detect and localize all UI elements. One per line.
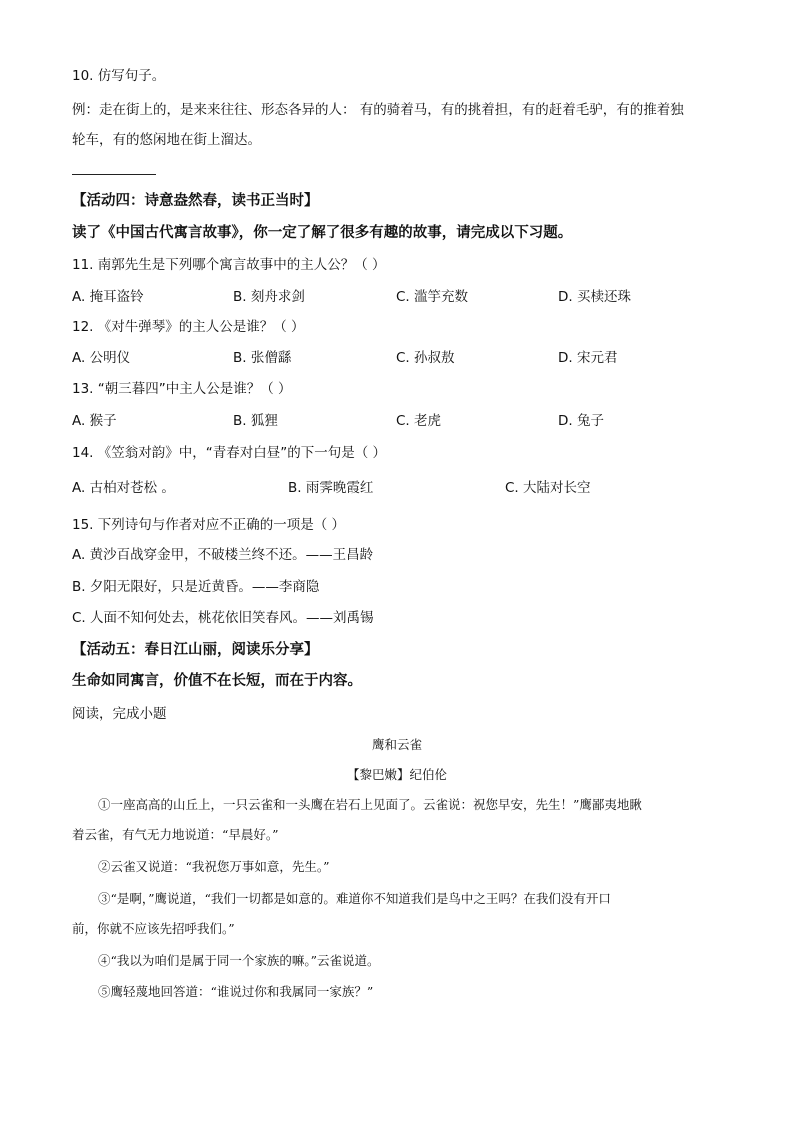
question-14-stem: 14. 《笠翁对韵》中，“青春对白昼”的下一句是（ ）	[72, 445, 387, 461]
question-11-option-c: C. 滥竽充数	[396, 289, 469, 305]
question-12-option-c: C. 孙叔敖	[396, 350, 455, 366]
question-11-option-a: A. 掩耳盗铃	[72, 289, 144, 305]
passage-paragraph-3-line2: 前，你就不应该先招呼我们。”	[72, 921, 235, 936]
activity-4-intro: 读了《中国古代寓言故事》，你一定了解了很多有趣的故事，请完成以下习题。	[72, 225, 573, 241]
question-13-option-a: A. 猴子	[72, 413, 117, 429]
question-14-option-c: C. 大陆对长空	[505, 480, 591, 496]
question-11-option-d: D. 买椟还珠	[558, 289, 631, 305]
activity-4-title: 【活动四：诗意盎然春，读书正当时】	[72, 193, 319, 209]
question-13-option-d: D. 兔子	[558, 413, 604, 429]
question-12-stem: 12. 《对牛弹琴》的主人公是谁？（ ）	[72, 319, 305, 335]
passage-paragraph-3-line1: ③“是啊，”鹰说道，“我们一切都是如意的。难道你不知道我们是鸟中之王吗？在我们没有开口	[98, 891, 611, 906]
question-15-option-b: B. 夕阳无限好，只是近黄昏。——李商隐	[72, 579, 320, 595]
answer-line	[72, 174, 156, 175]
reading-instruction: 阅读，完成小题	[72, 706, 167, 722]
question-13-option-c: C. 老虎	[396, 413, 442, 429]
activity-5-title: 【活动五：春日江山丽，阅读乐分享】	[72, 642, 319, 658]
passage-paragraph-5: ⑤鹰轻蔑地回答道：“谁说过你和我属同一家族？”	[98, 984, 374, 999]
question-11-option-b: B. 刻舟求剑	[233, 289, 305, 305]
passage-paragraph-1-line2: 着云雀，有气无力地说道：“早晨好。”	[72, 827, 279, 842]
question-15-option-c: C. 人面不知何处去，桃花依旧笑春风。——刘禹锡	[72, 610, 374, 626]
passage-title: 鹰和云雀	[371, 737, 422, 752]
question-10-example-line1: 例：走在街上的，是来来往往、形态各异的人： 有的骑着马，有的挑着担，有的赶着毛驴，有的推着独	[72, 102, 684, 118]
passage-paragraph-2: ②云雀又说道：“我祝您万事如意，先生。”	[98, 859, 330, 874]
question-13-stem: 13. “朝三暮四”中主人公是谁？（ ）	[72, 381, 292, 397]
question-11-stem: 11. 南郭先生是下列哪个寓言故事中的主人公？（ ）	[72, 257, 386, 273]
question-14-option-a: A. 古柏对苍松 。	[72, 480, 175, 496]
question-14-option-b: B. 雨霁晚霞红	[288, 480, 374, 496]
question-15-stem: 15. 下列诗句与作者对应不正确的一项是（ ）	[72, 517, 346, 533]
question-12-option-b: B. 张僧繇	[233, 350, 292, 366]
question-12-option-a: A. 公明仪	[72, 350, 131, 366]
activity-5-intro: 生命如同寓言，价值不在长短，而在于内容。	[72, 673, 362, 689]
passage-paragraph-4: ④“我以为咱们是属于同一个家族的嘛。”云雀说道。	[98, 953, 380, 968]
passage-paragraph-1-line1: ①一座高高的山丘上，一只云雀和一头鹰在岩石上见面了。云雀说：祝您早安，先生！”鹰鄙夷地瞅	[98, 797, 642, 812]
passage-author: 【黎巴嫩】纪伯伦	[346, 767, 447, 782]
question-15-option-a: A. 黄沙百战穿金甲，不破楼兰终不还。——王昌龄	[72, 547, 374, 563]
question-10-example-line2: 轮车，有的悠闲地在街上溜达。	[72, 132, 261, 148]
question-13-option-b: B. 狐狸	[233, 413, 278, 429]
question-10-title: 10. 仿写句子。	[72, 68, 166, 84]
question-12-option-d: D. 宋元君	[558, 350, 618, 366]
